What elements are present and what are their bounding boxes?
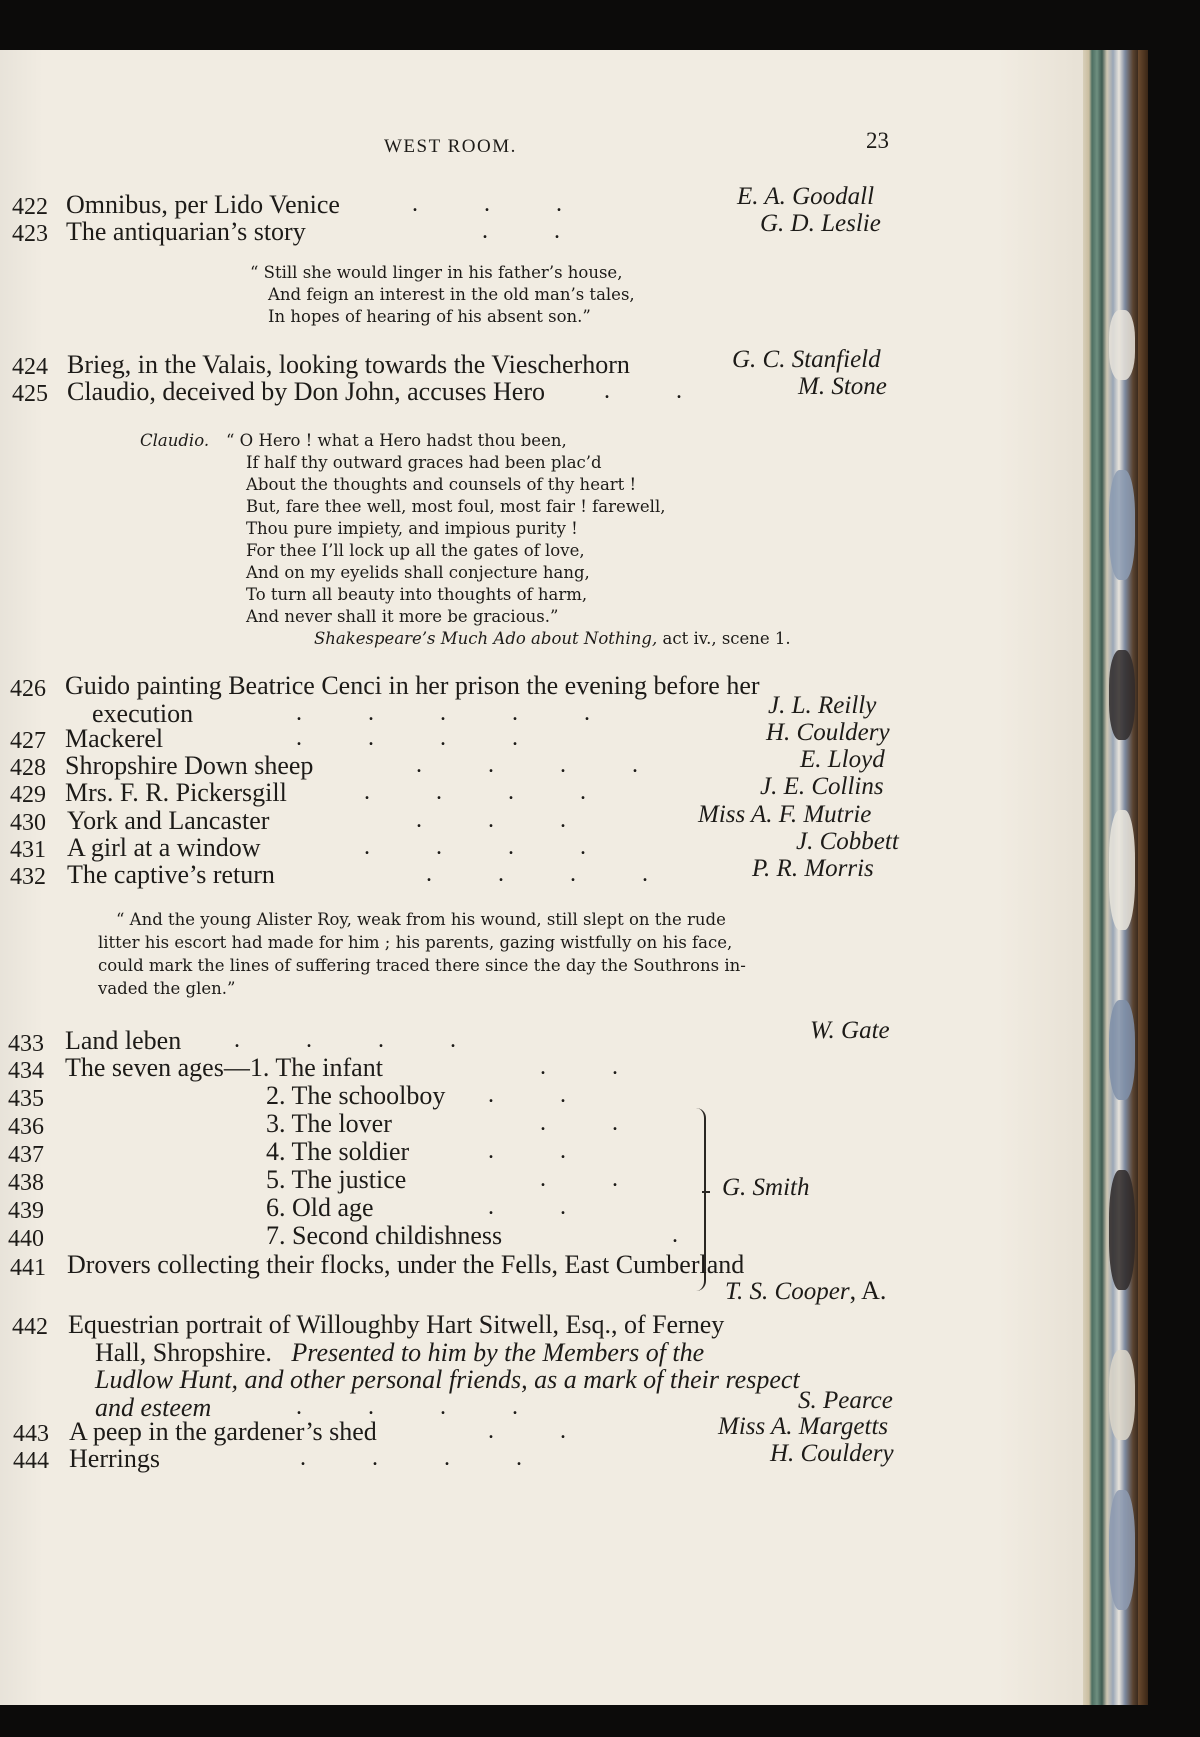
entry-title: 3. The lover	[266, 1109, 392, 1138]
leader-dots: . .	[488, 1418, 566, 1444]
leader-dots: . . .	[416, 807, 566, 833]
marble-swirl	[1109, 1350, 1135, 1440]
quote-line: litter his escort had made for him ; his parents, gazing wistfully on his face,	[98, 933, 733, 952]
entry-number: 425	[12, 381, 48, 407]
entry-artist	[725, 1278, 886, 1304]
entry-title: The seven ages—1. The infant	[65, 1053, 383, 1082]
entry-title: The antiquarian’s story	[66, 217, 306, 246]
entry-title-cont: Ludlow Hunt, and other personal friends, as a mark of their respect	[95, 1365, 800, 1394]
marble-swirl	[1109, 470, 1135, 580]
entry-number: 428	[10, 755, 46, 781]
leader-dots: . .	[540, 1110, 618, 1136]
leader-dots: . .	[488, 1082, 566, 1108]
entry-title: York and Lancaster	[67, 806, 270, 835]
quote-line: vaded the glen.”	[98, 979, 236, 998]
entry-title: 6. Old age	[266, 1193, 374, 1222]
quote-line: “ Still she would linger in his father’s house,	[250, 263, 623, 282]
entry-title: A girl at a window	[67, 833, 261, 862]
marble-swirl	[1109, 1170, 1135, 1290]
quote-line: About the thoughts and counsels of thy heart !	[246, 475, 637, 494]
entry-artist: P. R. Morris	[752, 855, 874, 882]
leader-dots: . . . .	[296, 725, 518, 751]
leader-dots: . . . .	[296, 1394, 518, 1420]
quote-source	[314, 631, 791, 648]
marble-swirl	[1109, 1490, 1135, 1610]
entry-title-location: Hall, Shropshire.	[95, 1338, 272, 1367]
entry-title-dedication: Presented to him by the Members of the	[291, 1338, 705, 1367]
entry-title: The captive’s return	[67, 860, 275, 889]
entry-number: 424	[12, 354, 48, 380]
quote-line: could mark the lines of suffering traced there since the day the Southrons in-	[98, 956, 746, 975]
entry-artist: H. Couldery	[770, 1440, 894, 1467]
quote-line: And on my eyelids shall conjecture hang,	[246, 563, 590, 582]
entry-number: 439	[8, 1198, 44, 1224]
leader-dots: . . . .	[234, 1027, 456, 1053]
quote-line: But, fare thee well, most foul, most fair ! farewell,	[246, 497, 666, 516]
quote-line: In hopes of hearing of his absent son.”	[268, 307, 591, 326]
entry-number: 437	[8, 1142, 44, 1168]
entry-artist: J. L. Reilly	[768, 692, 877, 719]
entry-number: 434	[8, 1058, 44, 1084]
entry-artist: E. A. Goodall	[737, 183, 875, 210]
running-header: WEST ROOM.	[384, 136, 517, 157]
entry-number: 438	[8, 1170, 44, 1196]
leader-dots: . .	[488, 1194, 566, 1220]
quote-line: “ And the young Alister Roy, weak from his wound, still slept on the rude	[116, 910, 726, 929]
entry-number: 422	[12, 194, 48, 220]
entry-artist: H. Couldery	[766, 719, 890, 746]
quote-source-act: act iv., scene 1.	[657, 629, 791, 648]
leader-dots: . . . .	[364, 834, 586, 860]
entry-artist: Miss A. F. Mutrie	[698, 801, 872, 828]
catalogue-page	[0, 50, 1083, 1705]
quote-line: If half thy outward graces had been plac’d	[246, 453, 602, 472]
leader-dots: .	[672, 1222, 678, 1248]
entry-artist-suffix: , A.	[849, 1276, 887, 1305]
entry-artist: G. D. Leslie	[760, 210, 881, 237]
entry-number: 435	[8, 1086, 44, 1112]
entry-artist-name: T. S. Cooper	[725, 1278, 850, 1305]
entry-title: Omnibus, per Lido Venice	[66, 190, 340, 219]
entry-number: 432	[10, 864, 46, 890]
leader-dots: . .	[488, 1138, 566, 1164]
quote-line: For thee I’ll lock up all the gates of love,	[246, 541, 585, 560]
entry-artist: E. Lloyd	[800, 746, 885, 773]
quote-line: To turn all beauty into thoughts of harm,	[246, 585, 588, 604]
entry-number: 433	[8, 1031, 44, 1057]
entry-title-cont: execution	[92, 699, 194, 728]
entry-number: 431	[10, 837, 46, 863]
entry-artist: J. E. Collins	[760, 773, 884, 800]
leader-dots: . . . .	[364, 779, 586, 805]
entry-title: A peep in the gardener’s shed	[69, 1417, 377, 1446]
entry-title: Claudio, deceived by Don John, accuses Hero	[67, 377, 545, 406]
group-artist: G. Smith	[722, 1174, 810, 1201]
entry-title: 7. Second childishness	[266, 1221, 503, 1250]
leader-dots: . . . .	[416, 752, 638, 778]
leader-dots: . .	[540, 1054, 618, 1080]
entry-title: Shropshire Down sheep	[65, 751, 314, 780]
entry-title: Mrs. F. R. Pickersgill	[65, 778, 287, 807]
entry-number: 427	[10, 728, 46, 754]
quote-speaker: Claudio.	[140, 431, 210, 450]
page-number: 23	[866, 128, 889, 153]
marble-swirl	[1109, 650, 1135, 740]
entry-title-cont	[95, 1340, 704, 1366]
entry-artist: M. Stone	[798, 373, 887, 400]
entry-number: 426	[10, 676, 46, 702]
marble-swirl	[1109, 310, 1135, 380]
quote-line: And feign an interest in the old man’s tales,	[268, 285, 635, 304]
entry-title: 2. The schoolboy	[266, 1081, 446, 1110]
entry-title: Equestrian portrait of Willoughby Hart Sitwell, Esq., of Ferney	[68, 1310, 725, 1339]
book-spine	[1138, 50, 1148, 1705]
leader-dots: . . .	[412, 191, 562, 217]
entry-artist: W. Gate	[810, 1017, 890, 1044]
leader-dots: . . . . .	[296, 700, 590, 726]
quote-line: “ O Hero ! what a Hero hadst thou been,	[226, 431, 567, 450]
entry-number: 443	[13, 1421, 49, 1447]
entry-number: 441	[10, 1255, 46, 1281]
leader-dots: . .	[482, 218, 560, 244]
entry-title: 4. The soldier	[266, 1137, 410, 1166]
entry-title: Land leben	[65, 1026, 182, 1055]
entry-number: 430	[10, 810, 46, 836]
marble-swirl	[1109, 1000, 1135, 1100]
entry-title: Guido painting Beatrice Cenci in her prison the evening before her	[65, 671, 760, 700]
entry-number: 440	[8, 1226, 44, 1252]
grouping-brace-tip	[702, 1191, 710, 1193]
leader-dots: . . . .	[426, 861, 648, 887]
entry-number: 442	[12, 1314, 48, 1340]
entry-artist: S. Pearce	[798, 1387, 893, 1414]
entry-number: 436	[8, 1114, 44, 1140]
entry-artist: Miss A. Margetts	[718, 1413, 889, 1440]
quote-line: And never shall it more be gracious.”	[246, 607, 559, 626]
entry-number: 423	[12, 221, 48, 247]
quote-line: Thou pure impiety, and impious purity !	[246, 519, 578, 538]
entry-title: Herrings	[69, 1444, 160, 1473]
entry-number: 429	[10, 782, 46, 808]
entry-title-cont: and esteem	[95, 1393, 212, 1422]
quote-source-title: Shakespeare’s Much Ado about Nothing,	[314, 629, 658, 648]
entry-title: 5. The justice	[266, 1165, 407, 1194]
leader-dots: . .	[604, 378, 682, 404]
entry-artist: G. C. Stanfield	[732, 346, 881, 373]
leader-dots: . . . .	[300, 1445, 522, 1471]
marble-swirl	[1109, 810, 1135, 930]
entry-number: 444	[13, 1448, 49, 1474]
entry-artist: J. Cobbett	[796, 828, 899, 855]
leader-dots: . .	[540, 1166, 618, 1192]
page-edge-marbled	[1083, 50, 1138, 1705]
entry-title: Mackerel	[65, 724, 164, 753]
entry-title: Drovers collecting their flocks, under the Fells, East Cumberland	[67, 1250, 745, 1279]
entry-title: Brieg, in the Valais, looking towards the Viescherhorn	[67, 350, 630, 379]
